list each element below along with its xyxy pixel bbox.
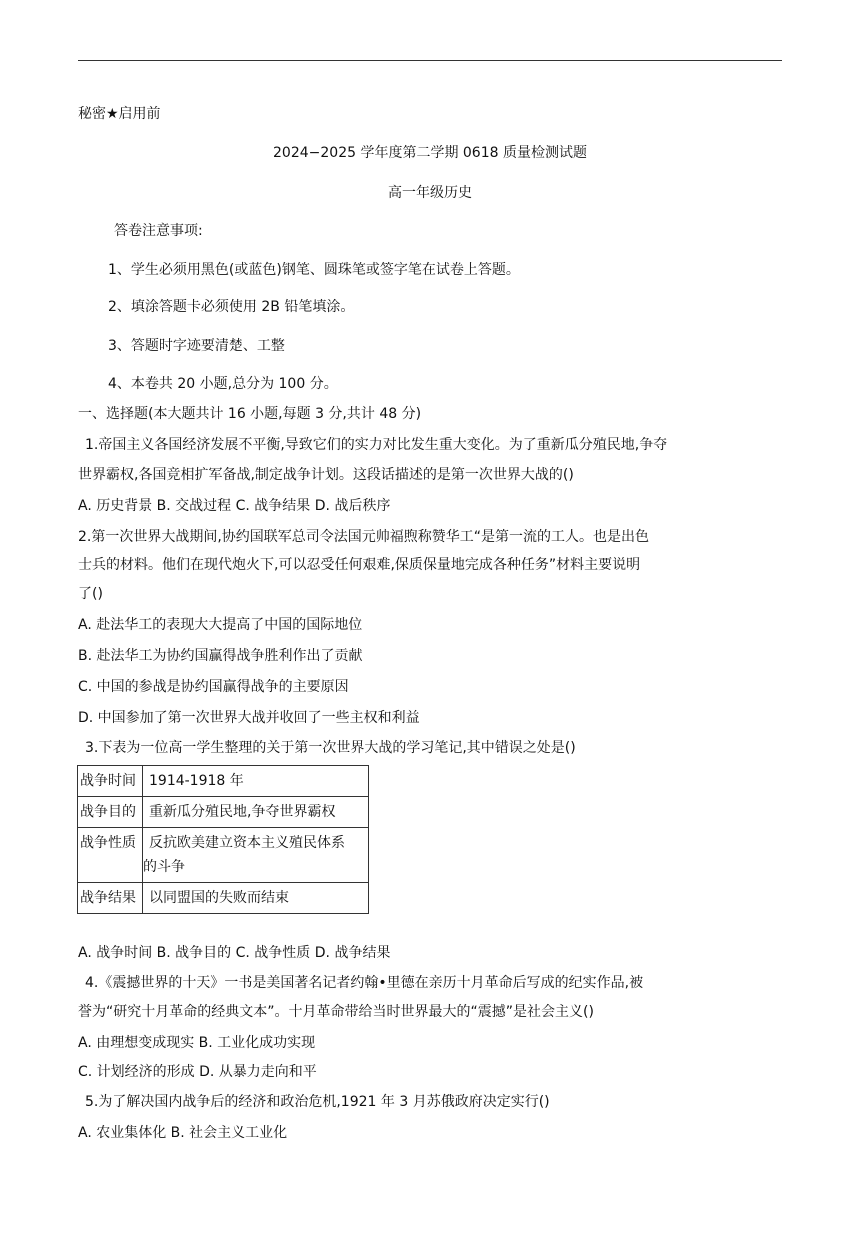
q4-stem-line1: 4.《震撼世界的十天》一书是美国著名记者约翰•里德在亲历十月革命后写成的纪实作品,被 <box>85 975 644 991</box>
q2-stem-line2: 士兵的材料。他们在现代炮火下,可以忍受任何艰难,保质保量地完成各种任务”材料主要说明 <box>78 557 641 573</box>
q3-stem: 3.下表为一位高一学生整理的关于第一次世界大战的学习笔记,其中错误之处是() <box>85 740 576 756</box>
table-row <box>78 883 369 914</box>
table-row <box>78 797 369 828</box>
q2-option-a: A. 赴法华工的表现大大提高了中国的国际地位 <box>78 617 363 633</box>
table-value: 以同盟国的失败而结束 <box>143 883 369 914</box>
q2-stem-line1: 2.第一次世界大战期间,协约国联军总司令法国元帅福煦称赞华工“是第一流的工人。也是出色 <box>78 529 650 545</box>
q3-options: A. 战争时间 B. 战争目的 C. 战争性质 D. 战争结果 <box>78 945 391 961</box>
exam-title: 2024−2025 学年度第二学期 0618 质量检测试题 <box>273 145 587 161</box>
table-value <box>143 828 369 883</box>
notice-item-3: 3、答题时字迹要清楚、工整 <box>108 338 285 354</box>
notice-item-2: 2、填涂答题卡必须使用 2B 铅笔填涂。 <box>108 299 355 315</box>
notice-title: 答卷注意事项: <box>114 223 203 239</box>
subject-title: 高一年级历史 <box>388 185 472 201</box>
q1-stem-line2: 世界霸权,各国竞相扩军备战,制定战争计划。这段话描述的是第一次世界大战的() <box>78 467 574 483</box>
table-key: 战争结果 <box>78 883 143 914</box>
q2-stem-line3: 了() <box>78 586 103 602</box>
table-key: 战争目的 <box>78 797 143 828</box>
q4-options-line2: C. 计划经济的形成 D. 从暴力走向和平 <box>78 1064 317 1080</box>
q1-stem-line1: 1.帝国主义各国经济发展不平衡,导致它们的实力对比发生重大变化。为了重新瓜分殖民地,争夺 <box>85 437 668 453</box>
secrecy-label: 秘密★启用前 <box>78 106 161 122</box>
q2-option-c: C. 中国的参战是协约国赢得战争的主要原因 <box>78 679 349 695</box>
q4-options-line1: A. 由理想变成现实 B. 工业化成功实现 <box>78 1035 316 1051</box>
q3-notes-table <box>77 765 369 914</box>
section-heading: 一、选择题(本大题共计 16 小题,每题 3 分,共计 48 分) <box>78 406 422 422</box>
table-row <box>78 828 369 883</box>
notice-item-1: 1、学生必须用黑色(或蓝色)钢笔、圆珠笔或签字笔在试卷上答题。 <box>108 262 520 278</box>
table-key: 战争性质 <box>78 828 143 883</box>
table-value-line: 反抗欧美建立资本主义殖民体系 <box>149 835 345 851</box>
q1-options: A. 历史背景 B. 交战过程 C. 战争结果 D. 战后秩序 <box>78 498 391 514</box>
table-key: 战争时间 <box>78 766 143 797</box>
table-value-line: 的斗争 <box>143 859 185 875</box>
table-row <box>78 766 369 797</box>
q4-stem-line2: 誉为“研究十月革命的经典文本”。十月革命带给当时世界最大的“震撼”是社会主义() <box>78 1004 594 1020</box>
q2-option-d: D. 中国参加了第一次世界大战并收回了一些主权和利益 <box>78 710 420 726</box>
notice-item-4: 4、本卷共 20 小题,总分为 100 分。 <box>108 376 338 392</box>
q2-option-b: B. 赴法华工为协约国赢得战争胜利作出了贡献 <box>78 648 363 664</box>
q5-stem: 5.为了解决国内战争后的经济和政治危机,1921 年 3 月苏俄政府决定实行() <box>85 1094 550 1110</box>
q5-options-line1: A. 农业集体化 B. 社会主义工业化 <box>78 1125 288 1141</box>
table-value: 重新瓜分殖民地,争夺世界霸权 <box>143 797 369 828</box>
table-value: 1914-1918 年 <box>143 766 369 797</box>
header-rule <box>78 60 782 61</box>
